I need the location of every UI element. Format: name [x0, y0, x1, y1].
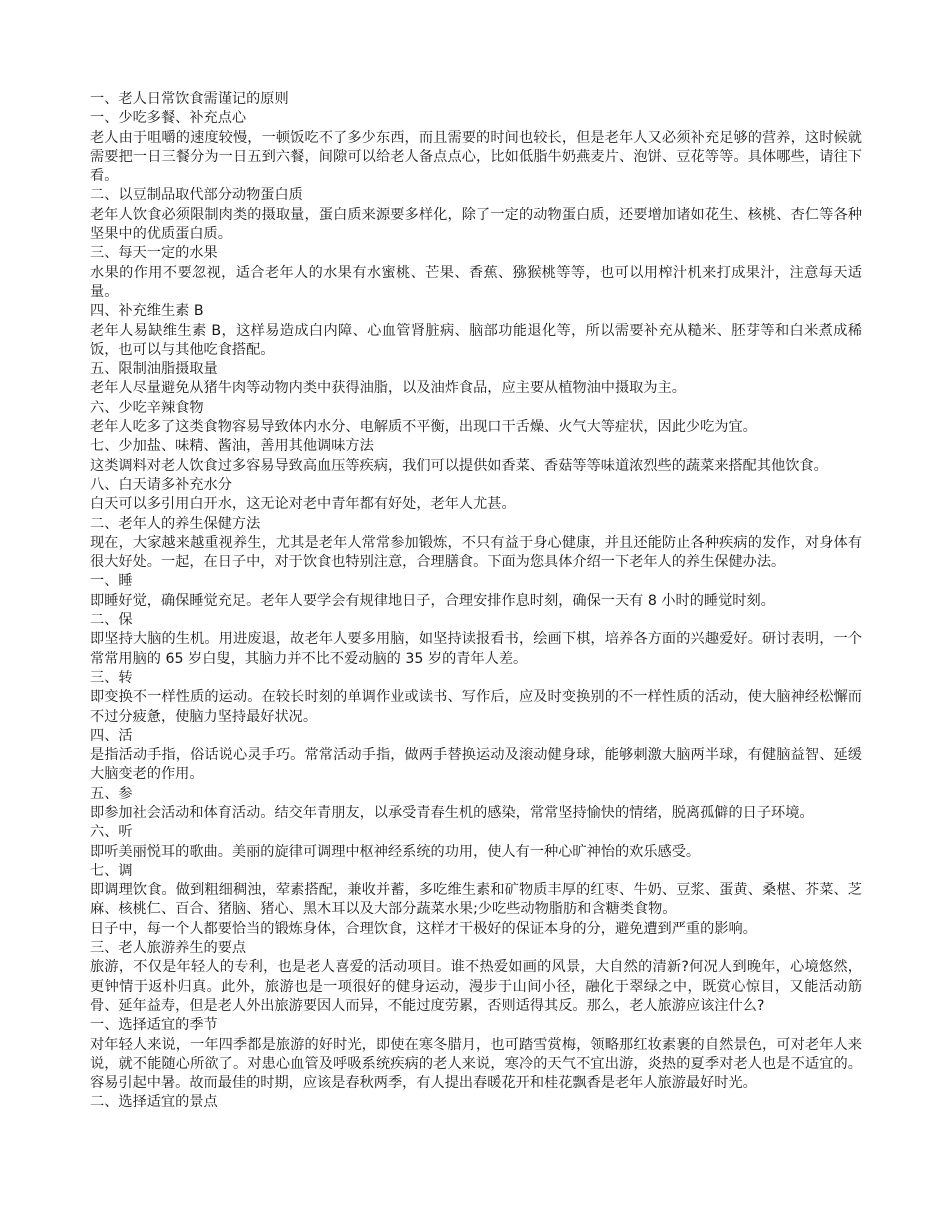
section-heading: 五、参: [90, 785, 133, 802]
section-heading: 一、选择适宜的季节: [90, 1017, 218, 1034]
section-heading: 七、调: [90, 862, 133, 879]
paragraph: 是指活动手指，俗话说心灵手巧。常常活动手指，做两手替换运动及滚动健身球，能够刺激大脑两半球，有健脑益智、延缓大脑变老的作用。: [90, 747, 862, 783]
paragraph: 即听美丽悦耳的歌曲。美丽的旋律可调理中枢神经系统的功用，使人有一种心旷神怡的欢乐感受。: [90, 843, 701, 860]
paragraph: 水果的作用不要忽视，适合老年人的水果有水蜜桃、芒果、香蕉、猕猴桃等等，也可以用榨汁机来打成果汁，注意每天适量。: [90, 264, 862, 300]
section-heading: 四、活: [90, 727, 133, 744]
paragraph: 老年人易缺维生素 B，这样易造成白内障、心血管肾脏病、脑部功能退化等，所以需要补充从糙米、胚芽等和白米煮成稀饭，也可以与其他吃食搭配。: [90, 322, 862, 358]
section-heading: 六、听: [90, 824, 133, 841]
section-heading: 二、选择适宜的景点: [90, 1094, 218, 1111]
section-heading: 一、少吃多餐、补充点心: [90, 110, 247, 127]
paragraph: 即调理饮食。做到粗细稠浊，荤素搭配，兼收并蓄，多吃维生素和矿物质丰厚的红枣、牛奶、豆浆、蛋黄、桑椹、芥菜、芝麻、核桃仁、百合、猪脑、猪心、黑木耳以及大部分蔬菜水果;少吃些动物脂肪和含糖类食物。: [90, 882, 862, 918]
paragraph: 即变换不一样性质的运动。在较长时刻的单调作业或读书、写作后，应及时变换别的不一样性质的活动，使大脑神经松懈而不过分疲惫，使脑力坚持最好状况。: [90, 689, 862, 725]
section-heading: 三、每天一定的水果: [90, 245, 218, 262]
paragraph: 老年人尽量避免从猪牛肉等动物内类中获得油脂，以及油炸食品，应主要从植物油中摄取为主。: [90, 380, 686, 397]
paragraph: 老年人饮食必须限制肉类的摄取量，蛋白质来源要多样化，除了一定的动物蛋白质，还要增加诸如花生、核桃、杏仁等各种坚果中的优质蛋白质。: [90, 206, 862, 243]
section-heading: 五、限制油脂摄取量: [90, 361, 218, 378]
paragraph: 现在，大家越来越重视养生，尤其是老年人常常参加锻炼，不只有益于身心健康，并且还能防止各种疾病的发作，对身体有很大好处。一起，在日子中，对于饮食也特别注意，合理膳食。下面为您具体介绍一下老年人的养生保健办法。: [90, 534, 862, 571]
section-heading: 四、补充维生素 B: [90, 303, 204, 320]
section-heading: 八、白天请多补充水分: [90, 476, 232, 493]
paragraph: 即参加社会活动和体育活动。结交年青朋友，以承受青春生机的感染，常常坚持愉快的情绪，脱离孤僻的日子环境。: [90, 804, 814, 821]
paragraph: 即睡好觉，确保睡觉充足。老年人要学会有规律地日子，合理安排作息时刻，确保一天有 8 小时的睡觉时刻。: [90, 592, 775, 609]
section-heading: 二、保: [90, 612, 133, 629]
paragraph: 白天可以多引用白开水，这无论对老中青年都有好处，老年人尤甚。: [90, 496, 516, 513]
section-heading: 二、老年人的养生保健方法: [90, 515, 261, 532]
section-heading: 一、老人日常饮食需谨记的原则: [90, 91, 289, 107]
paragraph: 即坚持大脑的生机。用进废退，故老年人要多用脑，如坚持读报看书，绘画下棋，培养各方面的兴趣爱好。研讨表明，一个常常用脑的 65 岁白叟，其脑力并不比不爱动脑的 35 岁的青年人差。: [90, 631, 862, 667]
paragraph: 老人由于咀嚼的速度较慢，一顿饭吃不了多少东西，而且需要的时间也较长，但是老年人又必须补充足够的营养，这时候就需要把一日三餐分为一日五到六餐，间隙可以给老人备点点心，比如低脂牛奶燕麦片、泡饼、豆花等等。具体哪些，请往下看。: [90, 129, 862, 185]
section-heading: 二、以豆制品取代部分动物蛋白质: [90, 187, 303, 204]
paragraph: 日子中，每一个人都要恰当的锻炼身体，合理饮食，这样才干极好的保证本身的分，避免遭到严重的影响。: [90, 920, 757, 937]
section-heading: 三、转: [90, 669, 133, 686]
paragraph: 这类调料对老人饮食过多容易导致高血压等疾病，我们可以提供如香菜、香菇等等味道浓烈些的蔬菜来搭配其他饮食。: [90, 457, 828, 474]
paragraph: 对年轻人来说，一年四季都是旅游的好时光，即使在寒冬腊月，也可踏雪赏梅，领略那红妆素裹的自然景色，可对老年人来说，就不能随心所欲了。对患心血管及呼吸系统疾病的老人来说，寒冷的天气不宜出游，炎热的夏季对老人也是不适宜的。容易引起中暑。故而最佳的时期，应该是春秋两季，有人提出春暖花开和桂花飘香是老年人旅游最好时光。: [90, 1036, 862, 1092]
section-heading: 六、少吃辛辣食物: [90, 399, 204, 416]
section-heading: 一、睡: [90, 573, 133, 590]
section-heading: 三、老人旅游养生的要点: [90, 940, 247, 957]
document-page: [90, 90, 862, 1113]
section-heading: 七、少加盐、味精、酱油，善用其他调味方法: [90, 438, 374, 455]
paragraph: 老年人吃多了这类食物容易导致体内水分、电解质不平衡，出现口干舌燥、火气大等症状，因此少吃为宜。: [90, 419, 757, 436]
paragraph: 旅游，不仅是年轻人的专利，也是老人喜爱的活动项目。谁不热爱如画的风景，大自然的清新?何况人到晚年，心境悠然，更钟情于返朴归真。此外，旅游也是一项很好的健身运动，漫步于山间小径，融化于翠绿之中，既赏心惊目，又能活动筋骨、延年益寿，但是老人外出旅游要因人而异，不能过度劳累，否则适得其反。那么，老人旅游应该注什么?: [90, 959, 862, 1014]
